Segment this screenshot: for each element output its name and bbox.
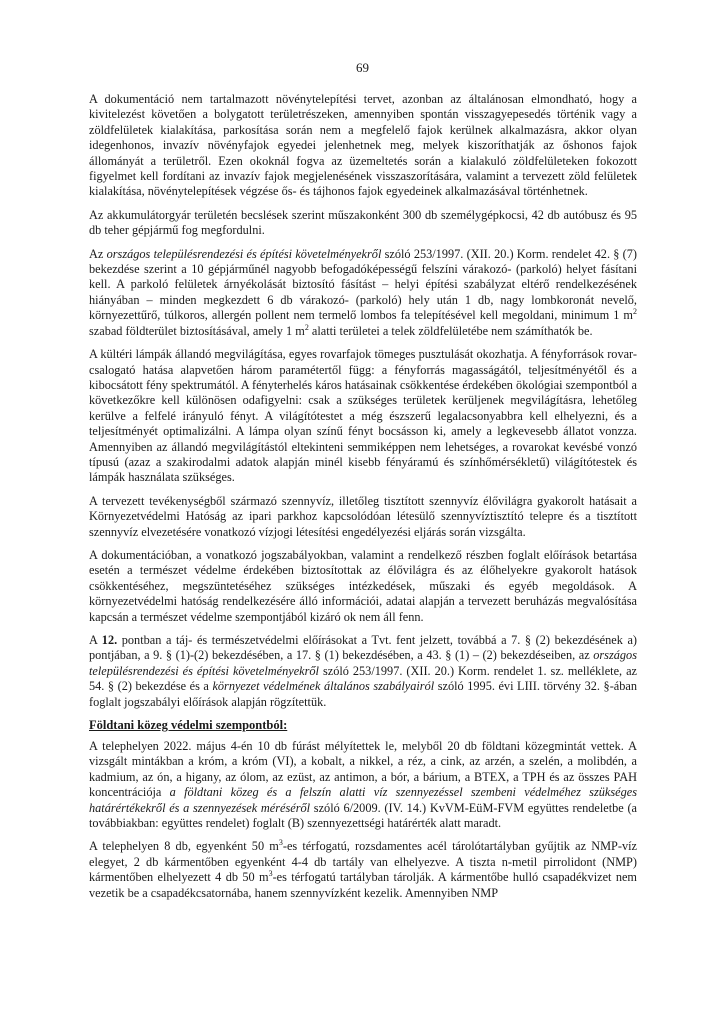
- italic-citation: a földtani közeg és a felszín alatti víz szennyezéssel szembeni védelméhez szükséges határértékekről és a szennyezések méréséről: [89, 785, 637, 815]
- paragraph-regulations: [89, 633, 637, 710]
- text-run: A dokumentációban, a vonatkozó jogszabályokban, valamint a rendelkező részben foglalt előírások betartása esetén a természet védelme érdekében biztosítottak az élővilágra és az élőhelyekre gyakorolt hatások csökkentéséhez, megszüntetéséhez szükséges intézkedések, műszaki és egyéb megoldások. A környezetvédelmi hatóság rendelkezésére álló információi, adatai alapján a tervezett beruházás megvalósítása kapcsán a természet védelme szempontjából kizáró ok nem áll fenn.: [89, 547, 637, 624]
- italic-citation: környezet védelmének általános szabályairól: [212, 679, 435, 694]
- paragraph-nmp-tanks: [89, 839, 637, 901]
- paragraph-parking-trees: [89, 247, 637, 339]
- text-run: szóló 253/1997. (XII. 20.) Korm. rendelet 42. § (7) bekezdése szerint a 10 gépjárműnél nagyobb befogadóképességű felszíni várakozó- (parkoló) helyet fásítani kell. A parkoló felületek árnyékolását biztosító fásítást – helyi építési szabályzat eltérő rendelkezésének hiányában – minden megkezdett 6 db várakozó- (parkoló) hely után 1 db, nagy lombkoronát nevelő, környezettűrő, túlkoros, allergén pollent nem termelő lombos fa telepítésével kell megoldani, minimum 1 m: [89, 246, 637, 323]
- text-run: -es térfogatú, rozsdamentes acél tárolótartályban gyűjtik az NMP-víz elegyet, 2 db kármentőben egyenként 4-4 db tartály van elhelyezve. A tiszta n-metil pirrolidont (NMP) kármentőben elhelyezett 4 db 50 m: [89, 839, 637, 885]
- paragraph-wastewater: [89, 494, 637, 540]
- paragraph-lighting: [89, 347, 637, 486]
- text-run: A telephelyen 8 db, egyenként 50 m: [89, 839, 279, 854]
- paragraph-vegetation: [89, 92, 637, 200]
- superscript: 2: [304, 322, 309, 332]
- paragraph-conclusion: [89, 548, 637, 625]
- text-run: szóló 1995. évi LIII. törvény 32. §-ában foglalt jogszabályi előírások alapján rögzítettük.: [89, 679, 637, 709]
- text-run: A tervezett tevékenységből származó szennyvíz, illetőleg tisztított szennyvíz élővilágra gyakorolt hatásait a Környezetvédelmi Hatóság az ipari parkhoz kapcsolódóan létesülő szennyvíztisztító telepre és a tisztított szennyvíz elvezetésére vonatkozó vízjogi létesítési engedélyezési eljárás során vizsgálta.: [89, 493, 637, 539]
- superscript: 2: [633, 307, 637, 317]
- text-run: pontban a táj- és természetvédelmi előírásokat a Tvt. fent jelzett, továbbá a 7. § (2) bekezdésének a) pontjában, a 9. § (1)-(2) bekezdésében, a 17. § (1) bekezdésében, a 43. § (1) – (2) bekezdéseiben, az: [89, 633, 637, 663]
- text-run: szóló 253/1997. (XII. 20.) Korm. rendelet 1. sz. melléklete, az 54. § (2) bekezdése és a: [89, 663, 637, 694]
- text-run: -es térfogatú tartályban tárolják. A kármentőbe hulló csapadékvizet nem vezetik be a csapadékcsatornába, hanem szennyvízként kezelik. Amennyiben NMP: [89, 870, 637, 900]
- text-run: Az akkumulátorgyár területén becslések szerint műszakonként 300 db személygépkocsi, 42 db autóbusz és 95 db teher gépjármű fog megfordulni.: [89, 207, 637, 238]
- page-number: 69: [356, 60, 369, 75]
- italic-citation: országos településrendezési és építési követelményekről: [89, 648, 637, 678]
- paragraph-traffic: [89, 208, 637, 239]
- text-run: A dokumentáció nem tartalmazott növénytelepítési tervet, azonban az általánosan elmondható, hogy a kivitelezést követően a bolygatott területrészeken, amennyiben spontán visszagyepesedés történik vagy a zöldfelületek kialakítása, parkosítása során nem a megfelelő fajok kerülnek alkalmazásra, akkor olyan idegenhonos, invazív növényfajok egyedei jelenhetnek meg, melyek kiszoríthatják az őshonos fajok állományát a területről. Ezen okoknál fogva az üzemeltetés során a kialakuló zöldfelületeken fokozott figyelmet kell fordítani az invazív fajok megjelenésének visszaszorítására, valamint a tervezett zöld felületek kialakítása, növénytelepítések végzése ős- és tájhonos fajok egyedeinek alkalmazásával történhetnek.: [89, 92, 637, 199]
- italic-citation: országos településrendezési és építési követelményekről: [106, 246, 382, 261]
- superscript: 3: [268, 869, 273, 879]
- bold-text: 12.: [101, 633, 118, 647]
- text-run: szóló 6/2009. (IV. 14.) KvVM-EüM-FVM együttes rendeletbe (a továbbiakban: együttes rendelet) foglalt (B) szennyezettségi határérték alatt maradt.: [89, 800, 638, 831]
- paragraph-soil-samples: [89, 739, 637, 831]
- text-run: alatti területei a telek zöldfelületébe nem számíthatók be.: [308, 323, 593, 338]
- page-body: [89, 92, 637, 909]
- text-run: Az: [89, 246, 107, 261]
- text-run: A telephelyen 2022. május 4-én 10 db fúrást mélyítettek le, melyből 20 db földtani közegmintát vettek. A vizsgált mintákban a króm, a króm (VI), a kobalt, a nikkel, a réz, a cink, az arzén, a szelén, a molibdén, a kadmium, az ón, a higany, az ólom, az ezüst, az antimon, a bór, a bárium, a BTEX, a TPH és az összes PAH koncentrációja: [89, 739, 637, 800]
- superscript: 3: [278, 838, 283, 848]
- text-run: szabad földterület biztosításával, amely 1 m: [89, 323, 305, 338]
- text-run: A: [89, 633, 102, 647]
- section-heading: Földtani közeg védelmi szempontból:: [89, 718, 288, 733]
- text-run: A kültéri lámpák állandó megvilágítása, egyes rovarfajok tömeges pusztulását okozhatja. A fényforrások rovar-csalogató hatása alapvetően három paramétertől függ: a fényforrás magasságától, teljesítményétől és a kibocsátott fény spektrumától. A fényterhelés káros hatásainak csökkentése érdekében ökológiai szempontból a következőkre kell különösen odafigyelni: csak a szükséges területek kerüljenek megvilágításra, lehetőleg kerülve a felfelé irányuló fényt. A világítótestet a még észszerű legalacsonyabbra kell elhelyezni, és a teljesítményét optimalizálni. A lámpa olyan színű fényt bocsásson ki, amely a legkevesebb állatot vonzza. Amennyiben az állandó megvilágítástól eltekinteni semmiképpen nem lehetséges, a rovarokat kevésbé vonzó típusú (azaz a szakirodalmi adatok alapján minél kisebb fényáramú és színhőmérsékletű) világítótestek és lámpák használata szükséges.: [89, 347, 637, 485]
